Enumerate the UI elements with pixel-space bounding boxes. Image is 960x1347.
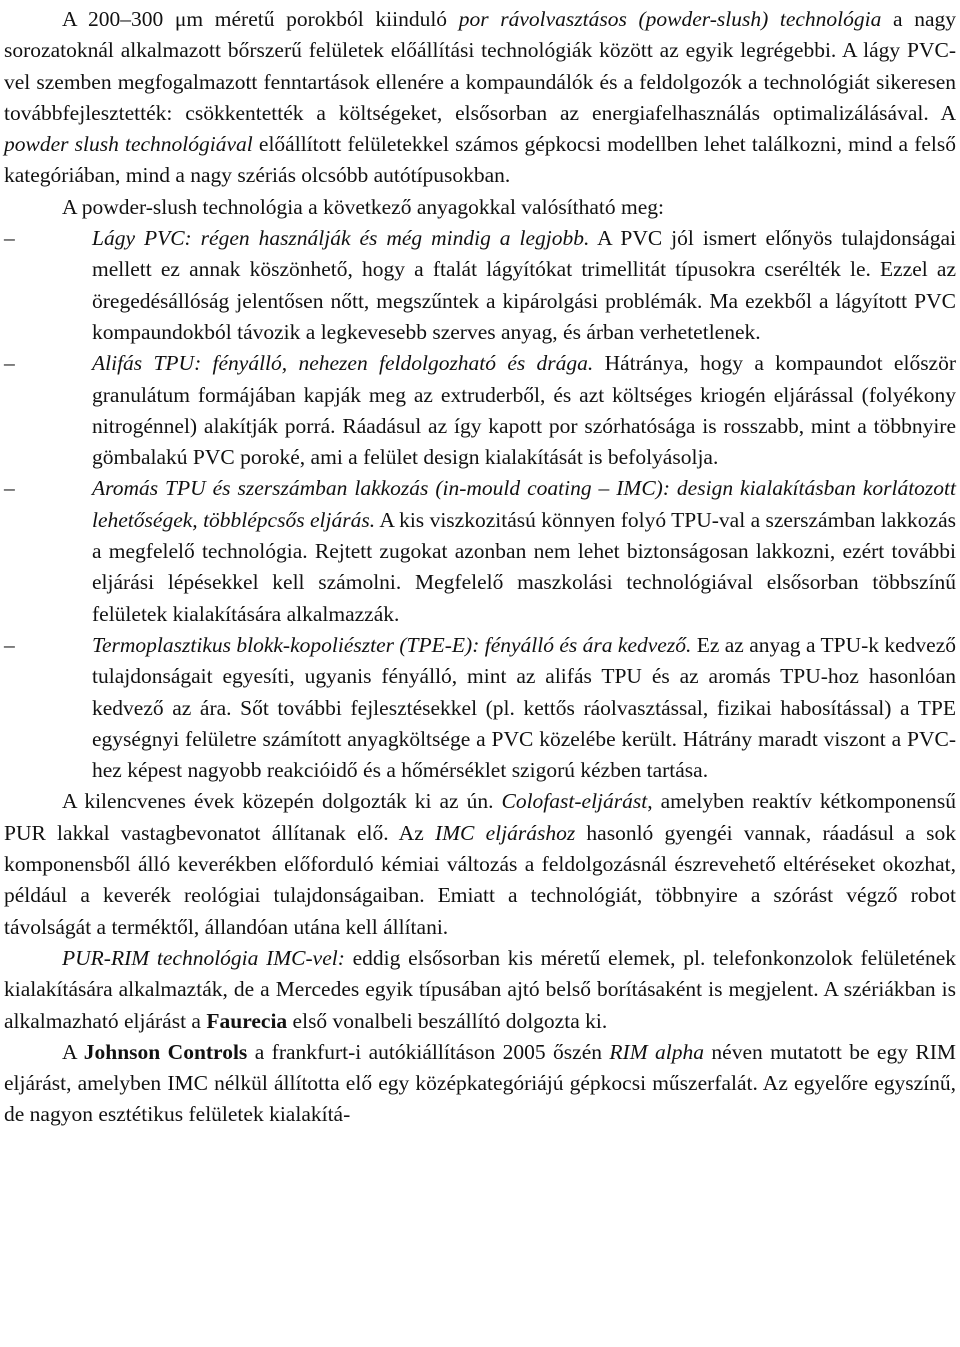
list-dash: –: [4, 632, 15, 657]
bold-company: Faurecia: [206, 1008, 288, 1033]
text: A 200–300 μm méretű porokból kiinduló: [62, 7, 459, 31]
paragraph-materials-intro: A powder-slush technológia a következő anyagokkal valósítható meg:: [62, 194, 665, 219]
list-item-lead: Aromás TPU és szerszámban lakkozás (in-mould coating – IMC): design kialakításban korlátozott lehetőségek, többlépcsős eljárás.: [92, 476, 956, 532]
list-dash: –: [4, 351, 15, 376]
italic-term: RIM alpha: [609, 1039, 704, 1064]
paragraph-johnson-controls: [4, 1037, 956, 1131]
list-item-aromatic-tpu: [4, 473, 956, 629]
list-item-text: A PVC jól ismert előnyös tulajdonságai mellett ez annak köszönhető, hogy a ftalát lágyítókat trimellitát típusokra cserélték le. Ezzel az öregedésállóság jelentősen nőtt, megszűntek a kipárolgási problémák. Ma ezekből a lágyított PVC kompaundokból távozik a legkevesebb szerves anyag, és árban verhetetlenek.: [92, 226, 956, 344]
list-item-aliphatic-tpu: [4, 348, 957, 473]
list-item-lead: Lágy PVC: régen használják és még mindig a legjobb.: [92, 226, 590, 251]
paragraph-powder-slush-intro: [4, 4, 956, 192]
italic-term: por rávolvasztásos (powder-slush) technológia: [458, 7, 882, 31]
italic-term: IMC eljáráshoz: [434, 820, 576, 845]
text: a frankfurt-i autókiállításon 2005 őszén: [247, 1039, 610, 1064]
paragraph-pur-rim: [4, 943, 956, 1037]
list-dash: –: [4, 226, 15, 251]
list-item-text: A kis viszkozitású könnyen folyó TPU-val a szerszámban lakkozás a megfelelő technológia. Rejtett zugokat azonban nem lehet biztonságosan lakkozni, ezért további eljárási lépésekkel kell számolni. Megfelelő maszkolási technológiával elsősorban többszínű felületek kialakítására alkalmazzák.: [92, 507, 956, 626]
text: a nagy sorozatoknál alkalmazott bőrszerű felületek előállítási technológiák között az egyik legrégebbi. A lágy PVC-vel szemben megfogalmazott fenntartások ellenére a kompaundálók és a feldolgozók a technológiát sikeresen továbbfejlesztették: csökkentették a költségeket, elsősorban az energiafelhasználás optimalizálásával. A: [4, 7, 956, 125]
list-item-soft-pvc: [4, 223, 956, 348]
list-item-text: Ez az anyag a TPU-k kedvező tulajdonságait egyesíti, ugyanis fényálló, mint az alifás TPU és az aromás TPU-hoz hasonlóan kedvező az ára. Sőt további fejlesztésekkel (pl. kettős ráolvasztással, fizikai habosítással) a TPE egységnyi felületre számított anyagköltsége a PVC közelébe került. Hátrány maradt viszont a PVC-hez képest nagyobb reakcióidő és a hőmérséklet szigorú kézben tartása.: [92, 632, 957, 783]
text: hasonló gyengéi vannak, ráadásul a sok komponensből álló keverékben előforduló kémiai változás a feldolgozásnál észrevehető eltéréseket okozhat, például a keverék reológiai tulajdonságaiban. Emiatt a technológiát, többnyire a szórást végző robot távolságát a terméktől, állandóan utána kell állítani.: [4, 820, 956, 939]
text: , amelyben reaktív kétkomponensű PUR lakkal vastagbevonatot állítanak elő. Az: [4, 789, 956, 845]
list-item-lead: Alifás TPU: fényálló, nehezen feldolgozható és drága.: [92, 351, 594, 376]
paragraph-colofast: [4, 786, 956, 942]
text: A kilencvenes évek közepén dolgozták ki az ún.: [62, 789, 502, 814]
text: néven mutatott be egy RIM eljárást, amelyben IMC nélkül állította elő egy középkategóriájú gépkocsi műszerfalát. Az egyelőre egyszínű, de nagyon esztétikus felületek kialakítá-: [4, 1039, 957, 1127]
list-dash: –: [4, 476, 15, 501]
bold-company: Johnson Controls: [83, 1039, 248, 1064]
italic-term: PUR-RIM technológia IMC-vel:: [62, 945, 345, 970]
materials-list: [4, 223, 956, 786]
text: első vonalbeli beszállító dolgozta ki.: [287, 1008, 608, 1033]
text: eddig elsősorban kis méretű elemek, pl. telefonkonzolok felületének kialakítására alkalmazták, de a Mercedes egyik típusában ajtó belső borításaként is megjelent. A szériákban is alkalmazható eljárást a: [4, 945, 956, 1033]
text: A: [62, 1039, 84, 1064]
list-item-lead: Termoplasztikus blokk-kopoliészter (TPE-E): fényálló és ára kedvező.: [92, 632, 692, 657]
text: előállított felületekkel számos gépkocsi modellben lehet találkozni, mind a felső kategóriában, mind a nagy szériás olcsóbb autótípusokban.: [4, 132, 956, 188]
italic-term: powder slush technológiával: [4, 132, 253, 157]
list-item-tpe-e: [4, 630, 957, 786]
list-item-text: Hátránya, hogy a kompaundot először granulátum formájában kapják meg az extruderből, és azt költséges kriogén eljárással (folyékony nitrogénnel) alakítják porrá. Ráadásul az így kapott por szórhatósága is rosszabb, mint a többnyire gömbalakú PVC poroké, ami a felület design kialakítását is befolyásolja.: [92, 351, 957, 470]
italic-term: Colofast-eljárást: [501, 789, 648, 814]
